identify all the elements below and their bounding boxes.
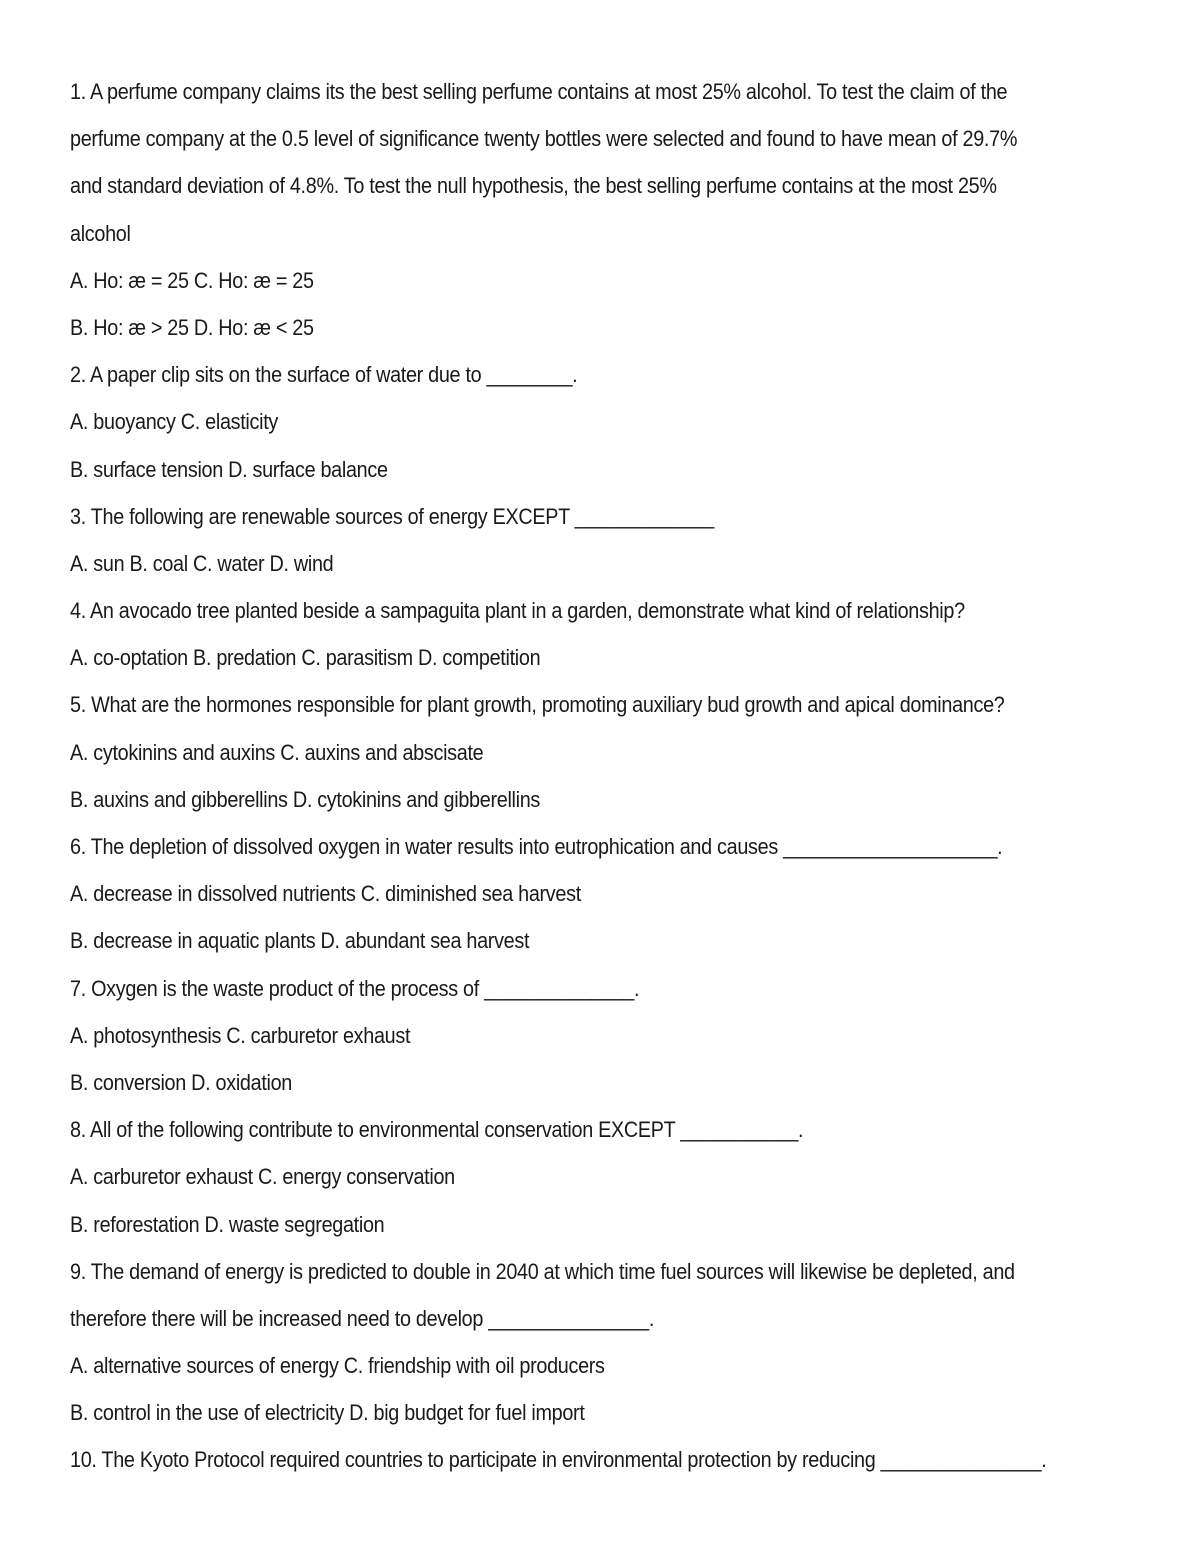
question-5 bbox=[70, 681, 1150, 823]
question-text-line: 3. The following are renewable sources of energy EXCEPT _____________ bbox=[70, 503, 714, 529]
answer-options-line: B. control in the use of electricity D. big budget for fuel import bbox=[70, 1400, 585, 1426]
question-2 bbox=[70, 351, 1150, 493]
answer-options-line: A. photosynthesis C. carburetor exhaust bbox=[70, 1022, 411, 1048]
answer-options-line: B. reforestation D. waste segregation bbox=[70, 1211, 385, 1237]
answer-options-line: B. surface tension D. surface balance bbox=[70, 456, 388, 482]
answer-options-line: B. conversion D. oxidation bbox=[70, 1069, 293, 1095]
question-text-line: 8. All of the following contribute to environmental conservation EXCEPT ___________. bbox=[70, 1117, 804, 1143]
answer-options-line: A. decrease in dissolved nutrients C. diminished sea harvest bbox=[70, 881, 581, 907]
question-1 bbox=[70, 68, 1150, 351]
question-text-line: alcohol bbox=[70, 220, 131, 246]
answer-options-line: B. auxins and gibberellins D. cytokinins and gibberellins bbox=[70, 786, 541, 812]
answer-options-line: A. alternative sources of energy C. friendship with oil producers bbox=[70, 1353, 605, 1379]
question-text-line: 9. The demand of energy is predicted to double in 2040 at which time fuel sources will likewise be depleted, and bbox=[70, 1258, 1015, 1284]
question-9 bbox=[70, 1248, 1150, 1437]
question-text-line: 10. The Kyoto Protocol required countries to participate in environmental protection by reducing _______________. bbox=[70, 1447, 1047, 1473]
answer-options-line: B. Ho: æ > 25 D. Ho: æ < 25 bbox=[70, 314, 314, 340]
question-text-line: 5. What are the hormones responsible for plant growth, promoting auxiliary bud growth and apical dominance? bbox=[70, 692, 1005, 718]
question-text-line: 2. A paper clip sits on the surface of water due to ________. bbox=[70, 362, 578, 388]
question-text-line: 1. A perfume company claims its the best selling perfume contains at most 25% alcohol. To test the claim of the bbox=[70, 79, 1008, 104]
question-8 bbox=[70, 1106, 1150, 1248]
question-4 bbox=[70, 587, 1150, 681]
answer-options-line: A. Ho: æ = 25 C. Ho: æ = 25 bbox=[70, 267, 314, 293]
question-7 bbox=[70, 965, 1150, 1107]
question-text-line: therefore there will be increased need to develop _______________. bbox=[70, 1305, 655, 1331]
question-text-line: and standard deviation of 4.8%. To test the null hypothesis, the best selling perfume contains at the most 25% bbox=[70, 173, 997, 199]
question-text-line: 7. Oxygen is the waste product of the process of ______________. bbox=[70, 975, 640, 1001]
answer-options-line: A. sun B. coal C. water D. wind bbox=[70, 550, 334, 576]
answer-options-line: A. buoyancy C. elasticity bbox=[70, 409, 278, 435]
question-text-line: 4. An avocado tree planted beside a sampaguita plant in a garden, demonstrate what kind of relationship? bbox=[70, 598, 965, 624]
question-text-line: perfume company at the 0.5 level of significance twenty bottles were selected and found to have mean of 29.7% bbox=[70, 126, 1018, 152]
exam-page bbox=[70, 68, 1150, 1484]
question-text-line: 6. The depletion of dissolved oxygen in water results into eutrophication and causes ____________________. bbox=[70, 834, 1003, 859]
answer-options-line: B. decrease in aquatic plants D. abundant sea harvest bbox=[70, 928, 530, 954]
answer-options-line: A. carburetor exhaust C. energy conservation bbox=[70, 1164, 455, 1190]
question-6 bbox=[70, 823, 1150, 965]
answer-options-line: A. co-optation B. predation C. parasitism D. competition bbox=[70, 645, 541, 671]
question-10 bbox=[70, 1436, 1150, 1483]
question-3 bbox=[70, 493, 1150, 587]
answer-options-line: A. cytokinins and auxins C. auxins and abscisate bbox=[70, 739, 484, 765]
